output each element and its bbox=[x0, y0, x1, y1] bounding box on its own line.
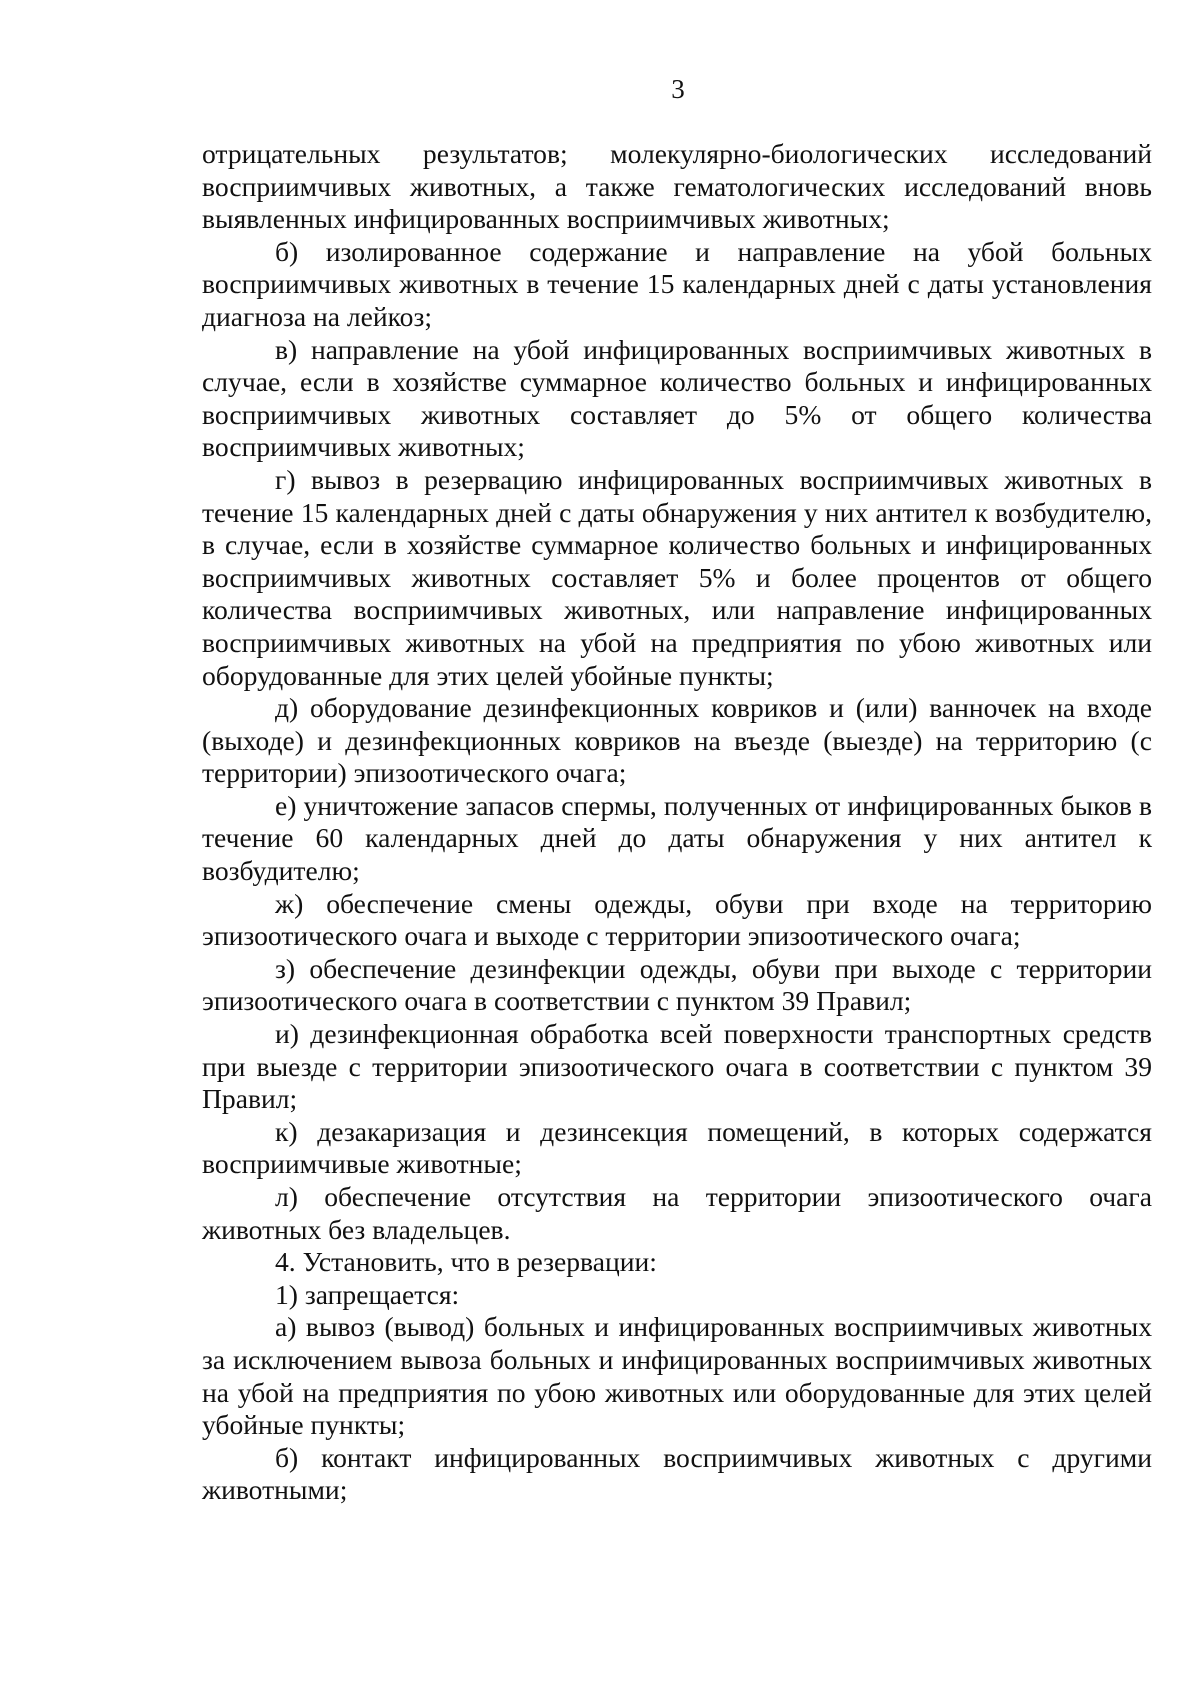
paragraph-continuation: отрицательных результатов; молекулярно-биологических исследований восприимчивых животных, а также гематологических исследований вновь выявленных инфицированных восприимчивых животных; bbox=[202, 138, 1152, 235]
paragraph-subsection-1: 1) запрещается: bbox=[275, 1278, 460, 1310]
paragraph-item-d: д) оборудование дезинфекционных ковриков и (или) ванночек на входе (выходе) и дезинфекционных ковриков на въезде (выезде) на территорию (с территории) эпизоотического очага; bbox=[202, 692, 1152, 789]
paragraph-item-g: г) вывоз в резервацию инфицированных восприимчивых животных в течение 15 календарных дней с даты обнаружения у них антител к возбудителю, в случае, если в хозяйстве суммарное количество больных и инфицированных восприимчивых животных составляет 5% и более процентов от общего количества восприимчивых животных, или направление инфицированных восприимчивых животных на убой на предприятия по убою животных или оборудованные для этих целей убойные пункты; bbox=[202, 463, 1152, 691]
paragraph-section-4: 4. Установить, что в резервации: bbox=[275, 1246, 657, 1278]
paragraph-item-b: б) изолированное содержание и направление на убой больных восприимчивых животных в течение 15 календарных дней с даты установления диагноза на лейкоз; bbox=[202, 235, 1152, 332]
document-body bbox=[202, 138, 1152, 1507]
paragraph-item-a: а) вывоз (вывод) больных и инфицированных восприимчивых животных за исключением вывоза больных и инфицированных восприимчивых животных на убой на предприятия по убою животных или оборудованные для этих целей убойные пункты; bbox=[202, 1311, 1152, 1441]
paragraph-item-zh: ж) обеспечение смены одежды, обуви при входе на территорию эпизоотического очага и выходе с территории эпизоотического очага; bbox=[202, 887, 1152, 952]
paragraph-item-k: к) дезакаризация и дезинсекция помещений, в которых содержатся восприимчивые животные; bbox=[202, 1115, 1152, 1180]
paragraph-item-b-contact: б) контакт инфицированных восприимчивых животных с другими животными; bbox=[202, 1441, 1152, 1506]
paragraph-item-e: е) уничтожение запасов спермы, полученных от инфицированных быков в течение 60 календарных дней до даты обнаружения у них антител к возбудителю; bbox=[202, 789, 1152, 887]
paragraph-item-z: з) обеспечение дезинфекции одежды, обуви при выходе с территории эпизоотического очага в соответствии с пунктом 39 Правил; bbox=[202, 952, 1152, 1017]
paragraph-item-v: в) направление на убой инфицированных восприимчивых животных в случае, если в хозяйстве суммарное количество больных и инфицированных восприимчивых животных составляет до 5% от общего количества восприимчивых животных; bbox=[202, 333, 1152, 463]
paragraph-item-i: и) дезинфекционная обработка всей поверхности транспортных средств при выезде с территории эпизоотического очага в соответствии с пунктом 39 Правил; bbox=[202, 1018, 1152, 1115]
paragraph-item-l: л) обеспечение отсутствия на территории эпизоотического очага животных без владельцев. bbox=[202, 1181, 1152, 1245]
page-number: 3 bbox=[671, 74, 685, 104]
